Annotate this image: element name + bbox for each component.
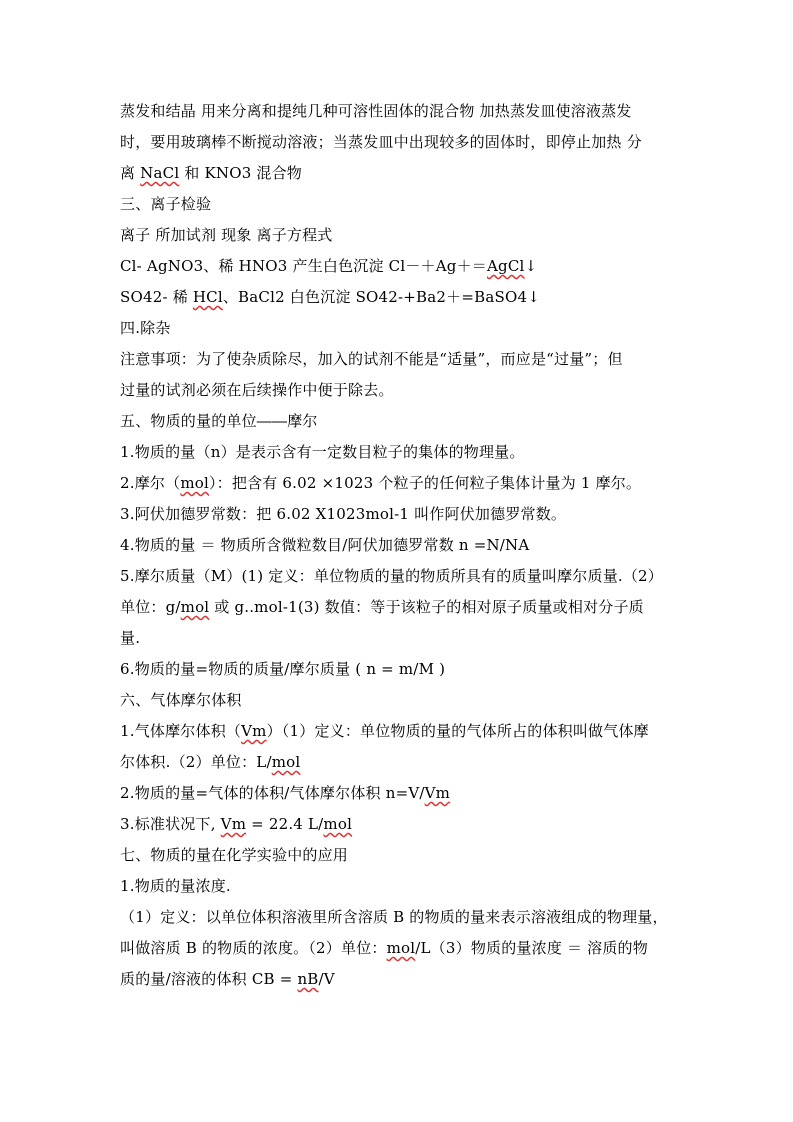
text-line-molar-mass-2 [120, 592, 680, 623]
text-line-avogadro: 3.阿伏加德罗常数：把 6.02 X1023mol-1 叫作阿伏加德罗常数。 [120, 505, 567, 523]
section-heading-concentration: 七、物质的量在化学实验中的应用 [120, 846, 349, 864]
spellcheck-word: mol [386, 939, 416, 957]
text-line-concentration-2 [120, 933, 680, 964]
text-fragment: /L（3）物质的量浓度 ＝ 溶质的物 [415, 939, 648, 957]
text-line-evaporation-3 [120, 158, 680, 189]
text-fragment: SO42- 稀 [120, 288, 193, 306]
text-line-volume-formula [120, 778, 680, 809]
text-fragment: 和 KNO3 混合物 [179, 164, 303, 182]
text-fragment: ↓ [524, 257, 538, 275]
spellcheck-word: mol [180, 474, 209, 492]
spellcheck-word: NaCl [140, 164, 180, 182]
section-heading-impurity-removal: 四.除杂 [120, 319, 171, 337]
document-page [120, 96, 680, 995]
text-line-concentration-3 [120, 964, 680, 995]
text-line-molar-mass-3: 量. [120, 629, 141, 647]
text-fragment: 尔体积.（2）单位：L/ [120, 753, 272, 771]
text-fragment: 2.摩尔（ [120, 474, 181, 492]
text-fragment: 质的量/溶液的体积 CB = [120, 970, 298, 988]
text-line-concentration-title: 1.物质的量浓度. [120, 877, 231, 895]
text-line-mass-formula: 6.物质的量=物质的质量/摩尔质量 ( n = m/M ) [120, 660, 446, 678]
text-fragment: Cl- AgNO3、稀 HNO3 产生白色沉淀 Cl－＋Ag＋＝ [120, 257, 487, 275]
text-line-molar-volume-1 [120, 716, 680, 747]
text-line-note-2: 过量的试剂必须在后续操作中便于除去。 [120, 381, 394, 399]
section-heading-mole: 五、物质的量的单位――摩尔 [120, 412, 318, 430]
text-fragment: = 22.4 L/ [246, 815, 324, 833]
spellcheck-word: mol [180, 598, 210, 616]
section-heading-molar-volume: 六、气体摩尔体积 [120, 691, 242, 709]
spellcheck-word: Vm [220, 815, 247, 833]
spellcheck-word: mol [323, 815, 353, 833]
section-heading-ion-test: 三、离子检验 [120, 195, 212, 213]
text-line-mole-definition [120, 468, 680, 499]
text-fragment: 离 [120, 164, 141, 182]
text-line-evaporation-2: 时，要用玻璃棒不断搅动溶液；当蒸发皿中出现较多的固体时，即停止加热 分 [120, 133, 642, 151]
text-line-amount-of-substance: 1.物质的量（n）是表示含有一定数目粒子的集体的物理量。 [120, 443, 525, 461]
spellcheck-word: HCl [192, 288, 223, 306]
text-line-evaporation-1: 蒸发和结晶 用来分离和提纯几种可溶性固体的混合物 加热蒸发皿使溶液蒸发 [120, 102, 632, 120]
text-fragment: 2.物质的量=气体的体积/气体摩尔体积 n=V/ [120, 784, 425, 802]
spellcheck-word: mol [271, 753, 301, 771]
text-fragment: 单位：g/ [120, 598, 181, 616]
text-line-molar-volume-2 [120, 747, 680, 778]
text-fragment: ）（1）定义：单位物质的量的气体所占的体积叫做气体摩 [266, 722, 649, 740]
ion-table-header: 离子 所加试剂 现象 离子方程式 [120, 226, 333, 244]
text-line-note-1: 注意事项：为了使杂质除尽，加入的试剂不能是“适量”，而应是“过量”；但 [120, 350, 623, 368]
text-fragment: 1.气体摩尔体积（ [120, 722, 242, 740]
spellcheck-word: nB [297, 970, 319, 988]
text-line-molar-mass-1: 5.摩尔质量（M）(1) 定义：单位物质的量的物质所具有的质量叫摩尔质量.（2） [120, 567, 664, 585]
text-fragment: 、BaCl2 白色沉淀 SO42-+Ba2＋=BaSO4↓ [222, 288, 540, 306]
spellcheck-word: Vm [424, 784, 451, 802]
text-line-standard-conditions [120, 809, 680, 840]
ion-row-sulfate [120, 282, 680, 313]
text-fragment: ）：把含有 6.02 ×1023 个粒子的任何粒子集体计量为 1 摩尔。 [208, 474, 642, 492]
text-line-amount-formula: 4.物质的量 ＝ 物质所含微粒数目/阿伏加德罗常数 n =N/NA [120, 536, 530, 554]
ion-row-chloride [120, 251, 680, 282]
text-fragment: 或 g..mol-1(3) 数值：等于该粒子的相对原子质量或相对分子质 [209, 598, 644, 616]
text-fragment: 叫做溶质 B 的物质的浓度。（2）单位： [120, 939, 387, 957]
spellcheck-word: Vm [241, 722, 267, 740]
text-line-concentration-1: （1）定义：以单位体积溶液里所含溶质 B 的物质的量来表示溶液组成的物理量， [120, 908, 668, 926]
text-fragment: 3.标准状况下, [120, 815, 221, 833]
text-fragment: /V [318, 970, 335, 988]
spellcheck-word: AgCl [486, 257, 525, 275]
